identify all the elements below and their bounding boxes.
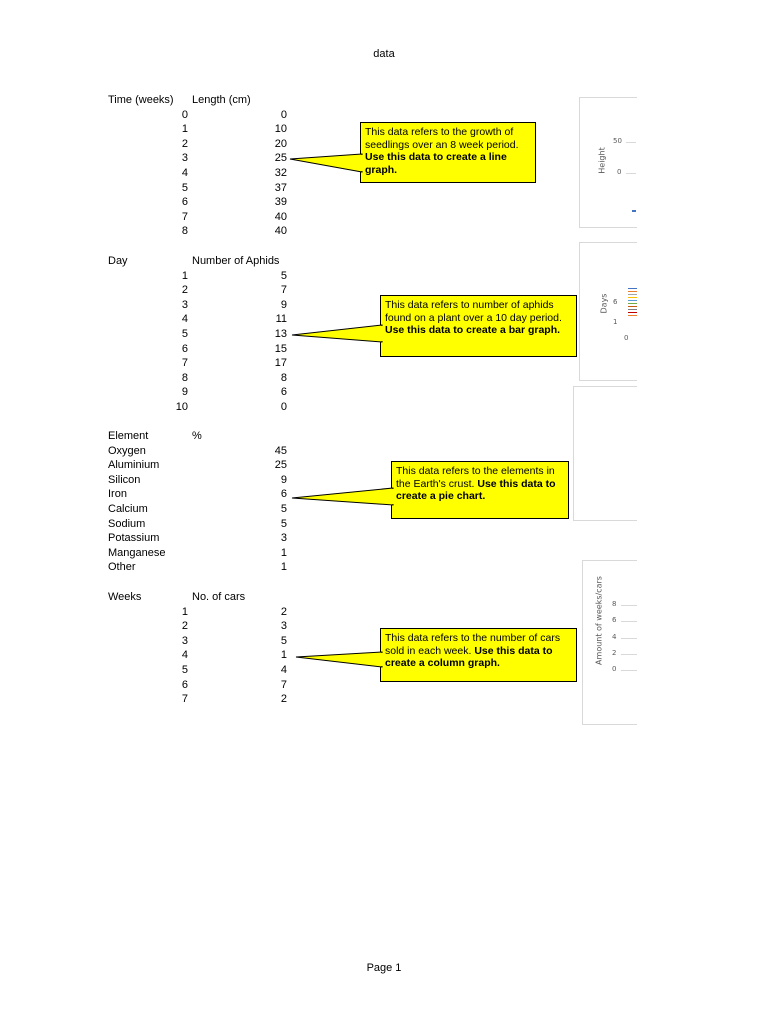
table-cell: 4 (181, 649, 188, 662)
table-row (108, 327, 308, 342)
table-row (108, 502, 308, 517)
growth-callout (360, 122, 536, 183)
cars-callout-pointer (296, 652, 382, 667)
sheet-title: data (373, 48, 395, 60)
pie-chart-fragment (573, 386, 637, 521)
table-cell: 8 (280, 371, 287, 384)
column-chart-tick: 6 (612, 616, 617, 624)
table-cell: 9 (280, 298, 287, 311)
table-row (108, 517, 308, 532)
table-row (108, 122, 308, 137)
table-cell: 5 (280, 502, 287, 515)
table-row (108, 605, 308, 620)
cars-callout (380, 628, 577, 682)
column-chart-tick: 4 (612, 633, 617, 641)
column-chart-tick: 8 (612, 600, 617, 608)
page-footer: Page 1 (366, 962, 402, 974)
table-cell: 0 (280, 400, 287, 413)
callout-instruction: Use this data to create a column graph. (385, 644, 553, 669)
table-cell: 6 (280, 386, 287, 399)
table-cell: Aluminium (108, 459, 160, 472)
bar-chart-bar (628, 291, 637, 292)
table-cell: 25 (274, 152, 287, 165)
bar-chart-bar (628, 300, 637, 301)
table-cell: 37 (274, 181, 287, 194)
column-header: Element (108, 430, 149, 442)
table-cell: 1 (280, 561, 287, 574)
callout-text: This data refers to the growth of seedlings over an 8 week period. (365, 126, 519, 151)
table-cell: 32 (274, 166, 287, 179)
table-cell: 6 (181, 678, 188, 691)
growth-table (108, 93, 308, 239)
table-cell: Oxygen (108, 444, 146, 457)
table-cell: 11 (275, 313, 287, 326)
table-cell: Silicon (108, 473, 141, 486)
bar-chart-bar (628, 288, 637, 289)
table-cell: 5 (181, 181, 188, 194)
table-row (108, 634, 308, 649)
column-chart-tick: 0 (612, 665, 617, 673)
bar-chart-bar (628, 303, 637, 304)
table-cell: 7 (280, 678, 287, 691)
table-cell: 2 (181, 137, 188, 150)
column-chart-gridline (621, 654, 637, 655)
column-header: No. of cars (192, 591, 246, 603)
table-row (108, 166, 308, 181)
column-chart-gridline (621, 670, 637, 671)
aphids-table (108, 254, 308, 415)
column-chart-gridline (621, 605, 637, 606)
table-row (108, 678, 308, 693)
aphids-callout (380, 295, 577, 357)
table-row (108, 298, 308, 313)
table-cell: 3 (280, 620, 287, 633)
table-row (108, 210, 308, 225)
callout-instruction: Use this data to create a line graph. (365, 151, 507, 176)
table-cell: 20 (274, 137, 287, 150)
table-cell: 5 (280, 269, 287, 282)
table-cell: 6 (181, 196, 188, 209)
table-cell: 4 (280, 663, 287, 676)
bar-chart-bar (628, 297, 637, 298)
column-chart-gridline (621, 638, 637, 639)
table-row (108, 648, 308, 663)
bar-chart-tick: 1 (613, 318, 618, 326)
table-row (108, 108, 308, 123)
table-row (108, 663, 308, 678)
table-cell: 6 (280, 488, 287, 501)
table-cell: 17 (274, 357, 287, 370)
table-cell: 3 (181, 634, 188, 647)
table-cell: Manganese (108, 546, 166, 559)
table-cell: 7 (181, 210, 188, 223)
table-row (108, 356, 308, 371)
bar-chart-bar (628, 312, 637, 313)
table-cell: 5 (181, 663, 188, 676)
table-row (108, 224, 308, 239)
line-chart-series-mark (632, 210, 636, 212)
bar-chart-bar (628, 315, 637, 316)
elements-table (108, 429, 308, 575)
bar-chart-bars (628, 288, 637, 326)
table-cell: 10 (175, 400, 188, 413)
line-chart-tick: 50 (613, 137, 622, 145)
table-row (108, 619, 308, 634)
table-cell: 1 (280, 649, 287, 662)
table-cell: Iron (108, 488, 127, 501)
table-cell: 1 (181, 269, 188, 282)
table-cell: 2 (181, 284, 188, 297)
table-cell: 10 (274, 123, 287, 136)
table-cell: 3 (181, 152, 188, 165)
table-cell: 0 (280, 108, 287, 121)
column-header: % (192, 430, 202, 442)
table-cell: Sodium (108, 517, 146, 530)
table-cell: Other (108, 561, 136, 574)
column-chart-gridline (621, 621, 637, 622)
table-header-row (108, 429, 308, 444)
callout-instruction: Use this data to create a bar graph. (385, 324, 561, 336)
table-cell: 13 (274, 327, 287, 340)
table-cell: 5 (280, 517, 287, 530)
callout-text: This data refers to the number of cars sold in each week. (385, 632, 561, 657)
table-row (108, 181, 308, 196)
table-row (108, 385, 308, 400)
table-row (108, 283, 308, 298)
callout-text: This data refers to the elements in the Earth's crust. (396, 465, 555, 490)
table-cell: 4 (181, 313, 188, 326)
table-cell: 45 (274, 444, 287, 457)
table-cell: Calcium (108, 502, 148, 515)
table-row (108, 473, 308, 488)
table-cell: 25 (274, 459, 287, 472)
elements-callout (391, 461, 569, 519)
column-header: Weeks (108, 591, 142, 603)
table-row (108, 560, 308, 575)
table-cell: 1 (181, 605, 188, 618)
bar-chart-fragment (579, 242, 637, 381)
table-cell: 7 (181, 357, 188, 370)
column-header: Length (cm) (192, 94, 251, 106)
bar-chart-ylabel: Days (599, 293, 609, 314)
table-row (108, 546, 308, 561)
table-cell: 3 (181, 298, 188, 311)
table-cell: 7 (280, 284, 287, 297)
line-chart-gridline (626, 173, 636, 174)
table-row (108, 151, 308, 166)
bar-chart-tick: 0 (624, 334, 629, 342)
table-row (108, 531, 308, 546)
callout-instruction: Use this data to create a pie chart. (396, 477, 556, 502)
bar-chart-bar (628, 309, 637, 310)
table-cell: 3 (280, 532, 287, 545)
line-chart-tick: 0 (617, 168, 622, 176)
table-row (108, 444, 308, 459)
callout-text: This data refers to number of aphids found on a plant over a 10 day period. (385, 299, 562, 324)
table-cell: 0 (181, 108, 188, 121)
column-chart-ylabel: Amount of weeks/cars (594, 576, 604, 665)
table-cell: 39 (274, 196, 287, 209)
table-cell: Potassium (108, 532, 160, 545)
table-row (108, 458, 308, 473)
table-cell: 2 (181, 620, 188, 633)
table-row (108, 487, 308, 502)
table-cell: 40 (274, 210, 287, 223)
column-chart-tick: 2 (612, 649, 617, 657)
table-row (108, 269, 308, 284)
table-header-row (108, 590, 308, 605)
table-cell: 6 (181, 342, 188, 355)
table-row (108, 137, 308, 152)
table-cell: 7 (181, 693, 188, 706)
table-row (108, 342, 308, 357)
table-header-row (108, 254, 308, 269)
table-cell: 5 (280, 634, 287, 647)
column-header: Number of Aphids (192, 255, 280, 267)
line-chart-fragment (579, 97, 637, 228)
table-header-row (108, 93, 308, 108)
table-row (108, 692, 308, 707)
table-row (108, 371, 308, 386)
bar-chart-bar (628, 306, 637, 307)
table-cell: 1 (280, 546, 287, 559)
cars-table (108, 590, 308, 707)
line-chart-gridline (626, 142, 636, 143)
table-row (108, 312, 308, 327)
table-cell: 15 (274, 342, 287, 355)
column-header: Time (weeks) (108, 94, 174, 106)
table-cell: 8 (181, 371, 188, 384)
table-cell: 9 (181, 386, 188, 399)
table-cell: 4 (181, 166, 188, 179)
table-cell: 1 (181, 123, 188, 136)
table-cell: 9 (280, 473, 287, 486)
line-chart-ylabel: Height (597, 147, 607, 174)
bar-chart-tick: 6 (613, 298, 618, 306)
column-header: Day (108, 255, 128, 267)
table-row (108, 195, 308, 210)
table-cell: 2 (280, 693, 287, 706)
table-row (108, 400, 308, 415)
table-cell: 5 (181, 327, 188, 340)
bar-chart-bar (628, 294, 637, 295)
column-chart-fragment (582, 560, 637, 725)
table-cell: 40 (274, 225, 287, 238)
table-cell: 2 (280, 605, 287, 618)
table-cell: 8 (181, 225, 188, 238)
